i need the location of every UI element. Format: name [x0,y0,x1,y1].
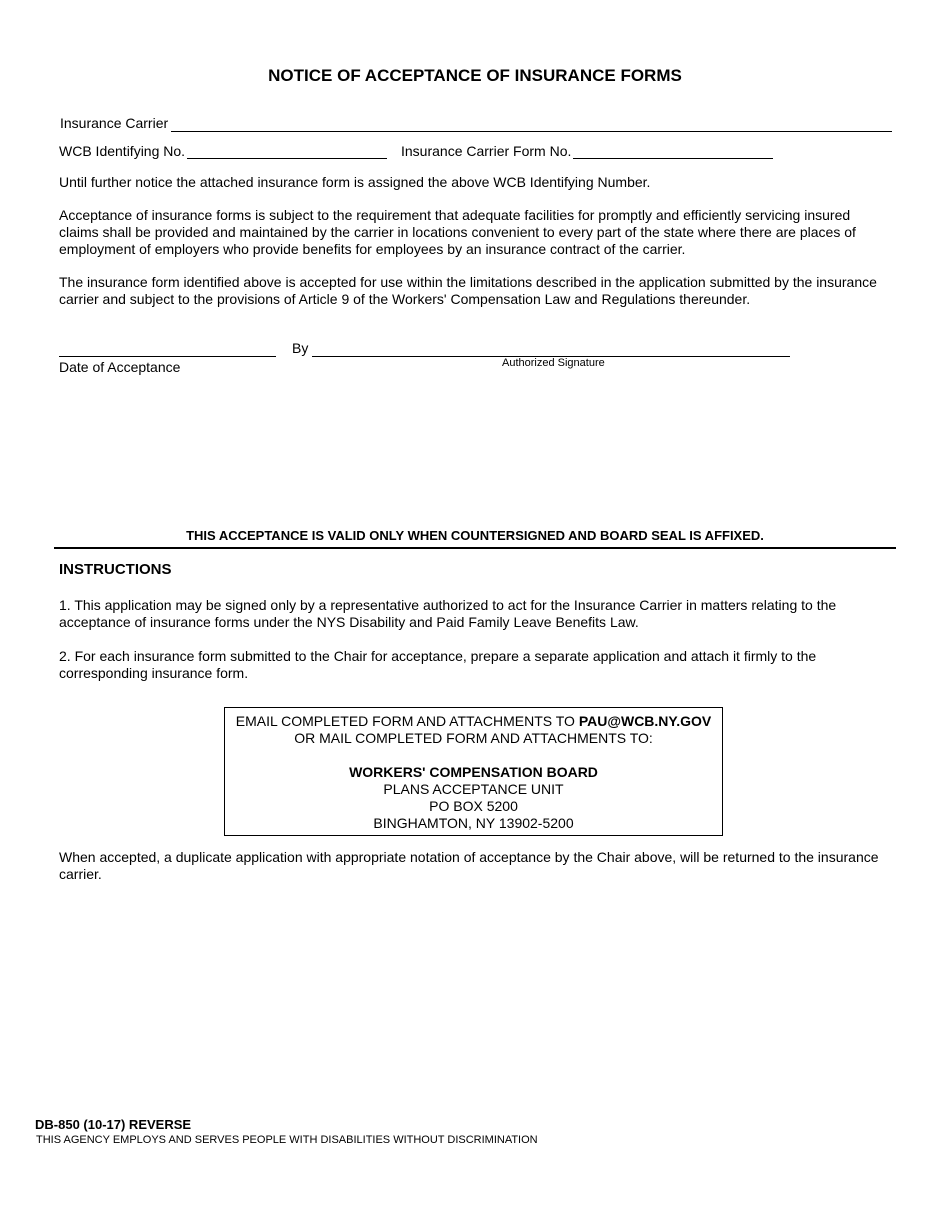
email-prefix: EMAIL COMPLETED FORM AND ATTACHMENTS TO [235,713,579,729]
section-divider [54,547,896,549]
carrier-form-no-field[interactable] [573,158,773,159]
wcb-id-label: WCB Identifying No. [59,143,186,159]
instruction-item: 2. For each insurance form submitted to the Chair for acceptance, prepare a separate application and attach it firmly to the corresponding insurance form. [59,648,817,681]
insurance-carrier-field[interactable] [171,131,892,132]
mail-line: OR MAIL COMPLETED FORM AND ATTACHMENTS TO: [294,730,653,746]
insurance-carrier-label: Insurance Carrier [60,115,169,131]
by-label: By [292,340,309,356]
validity-notice: THIS ACCEPTANCE IS VALID ONLY WHEN COUNTERSIGNED AND BOARD SEAL IS AFFIXED. [186,528,764,543]
limitations-paragraph: The insurance form identified above is accepted for use within the limitations described in the application submitted by the insurance carrier and subject to the provisions of Article 9 of the Workers' Compensation Law and Regulations thereunder. [59,274,877,307]
agency-statement: THIS AGENCY EMPLOYS AND SERVES PEOPLE WITH DISABILITIES WITHOUT DISCRIMINATION [36,1134,538,1146]
instructions-heading: INSTRUCTIONS [59,561,172,578]
date-of-acceptance-field[interactable] [59,356,276,357]
email-address-link[interactable]: PAU@WCB.NY.GOV [578,713,712,729]
authorized-signature-label: Authorized Signature [502,357,605,369]
date-of-acceptance-label: Date of Acceptance [59,359,181,375]
org-name: WORKERS' COMPENSATION BOARD [349,764,598,780]
carrier-form-no-label: Insurance Carrier Form No. [401,143,572,159]
acceptance-requirements-paragraph: Acceptance of insurance forms is subject to the requirement that adequate facilities for promptly and efficiently servicing insured claims shall be provided and maintained by the carrier in locations convenient to every part of the state where there are places of employment of employers who provide benefits for employees by an insurance contract of the carrier. [59,207,856,257]
instruction-item: 1. This application may be signed only by a representative authorized to act for the Insurance Carrier in matters relating to the acceptance of insurance forms under the NYS Disability and Paid Family Leave Benefits Law. [59,597,837,630]
email-line [225,713,722,730]
wcb-id-field[interactable] [187,158,387,159]
closing-paragraph: When accepted, a duplicate application with appropriate notation of acceptance by the Chair above, will be returned to the insurance carrier. [59,849,879,882]
assignment-paragraph: Until further notice the attached insurance form is assigned the above WCB Identifying Number. [59,174,651,190]
submission-address-box [224,707,723,836]
form-number: DB-850 (10-17) REVERSE [35,1117,192,1132]
city-line: BINGHAMTON, NY 13902-5200 [373,815,574,831]
unit-name: PLANS ACCEPTANCE UNIT [383,781,564,797]
spacer [225,747,722,764]
page-title: NOTICE OF ACCEPTANCE OF INSURANCE FORMS [268,66,682,85]
po-box: PO BOX 5200 [429,798,518,814]
